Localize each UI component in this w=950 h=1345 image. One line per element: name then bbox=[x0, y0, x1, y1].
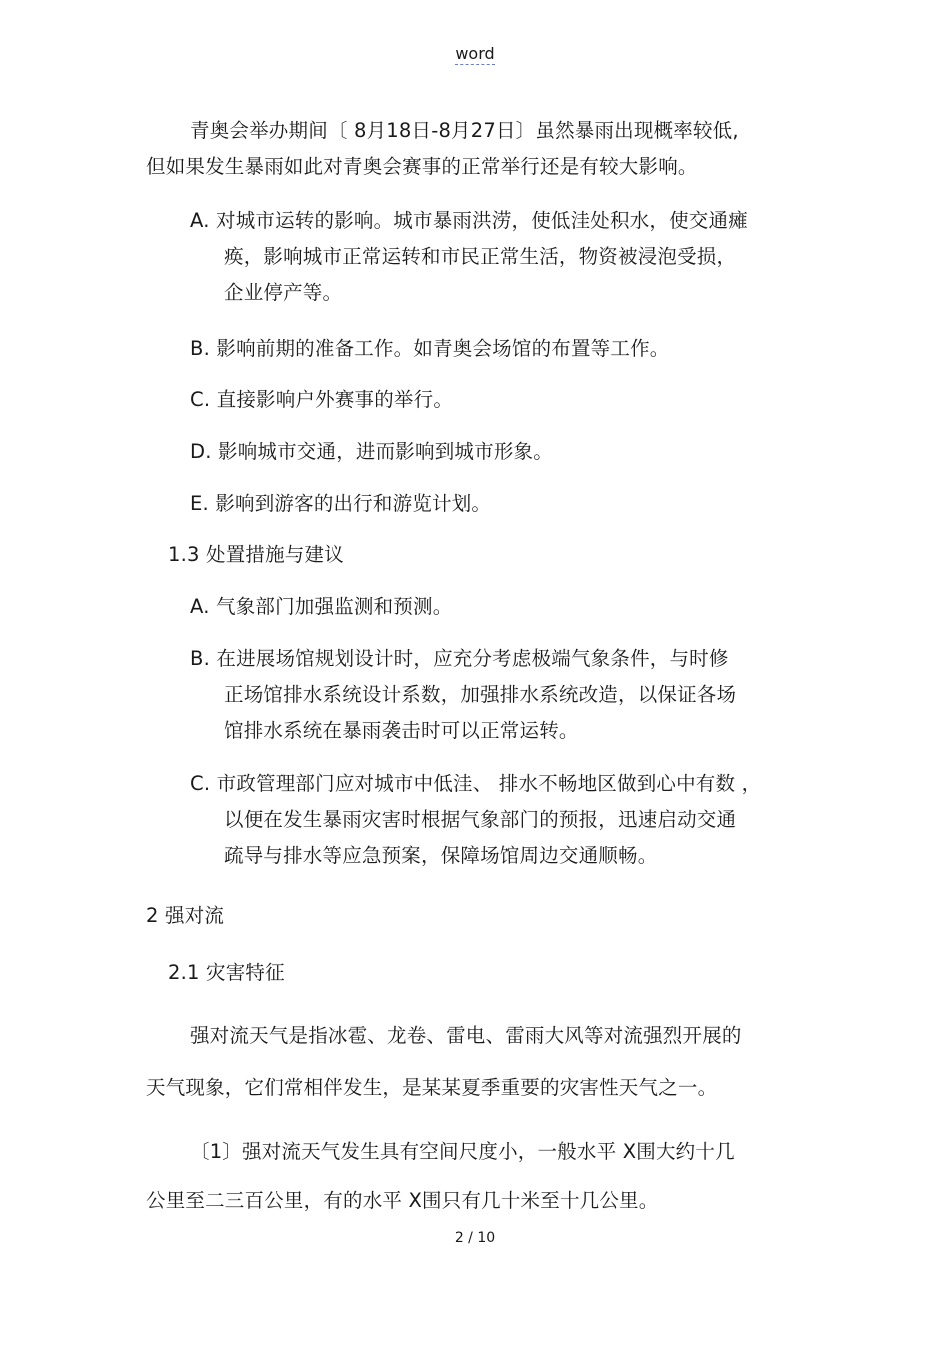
section-2-1-heading: 2.1 灾害特征 bbox=[168, 961, 285, 984]
measure-c-line-1: C. 市政管理部门应对城市中低洼、 排水不畅地区做到心中有数 ， bbox=[190, 772, 762, 795]
measure-c-line-3: 疏导与排水等应急预案，保障场馆周边交通顺畅。 bbox=[224, 844, 658, 867]
header-title: word bbox=[455, 44, 495, 63]
intro-line-1: 青奥会举办期间〔 8月18日-8月27日〕虽然暴雨出现概率较低, bbox=[190, 119, 739, 142]
impact-a-line-1: A. 对城市运转的影响。城市暴雨洪涝，使低洼处积水，使交通瘫 bbox=[190, 209, 748, 232]
measure-b-line-2: 正场馆排水系统设计系数，加强排水系统改造，以保证各场 bbox=[224, 683, 737, 706]
impact-b: B. 影响前期的准备工作。如青奥会场馆的布置等工作。 bbox=[190, 337, 670, 360]
section-2-heading: 2 强对流 bbox=[146, 904, 225, 927]
page-number: 2 / 10 bbox=[454, 1230, 496, 1246]
impact-c: C. 直接影响户外赛事的举行。 bbox=[190, 388, 454, 411]
measure-c-line-2: 以便在发生暴雨灾害时根据气象部门的预报，迅速启动交通 bbox=[224, 808, 737, 831]
paragraph-1-line-1: 强对流天气是指冰雹、龙卷、雷电、雷雨大风等对流强烈开展的 bbox=[190, 1024, 742, 1047]
impact-d: D. 影响城市交通，进而影响到城市形象。 bbox=[190, 440, 553, 463]
paragraph-1-line-2: 天气现象，它们常相伴发生，是某某夏季重要的灾害性天气之一。 bbox=[146, 1076, 718, 1099]
measure-a: A. 气象部门加强监测和预测。 bbox=[190, 595, 453, 618]
impact-a-line-3: 企业停产等。 bbox=[224, 281, 343, 304]
intro-line-2: 但如果发生暴雨如此对青奥会赛事的正常举行还是有较大影响。 bbox=[146, 155, 698, 178]
impact-a-line-2: 痪，影响城市正常运转和市民正常生活，物资被浸泡受损， bbox=[224, 245, 737, 268]
impact-e: E. 影响到游客的出行和游览计划。 bbox=[190, 492, 492, 515]
paragraph-2-line-1: 〔1〕强对流天气发生具有空间尺度小，一般水平 X围大约十几 bbox=[190, 1140, 735, 1163]
measure-b-line-1: B. 在进展场馆规划设计时，应充分考虑极端气象条件，与时修 bbox=[190, 647, 729, 670]
measure-b-line-3: 馆排水系统在暴雨袭击时可以正常运转。 bbox=[224, 719, 579, 742]
section-1-3-heading: 1.3 处置措施与建议 bbox=[168, 543, 344, 566]
page-header bbox=[0, 44, 950, 64]
paragraph-2-line-2: 公里至二三百公里，有的水平 X围只有几十米至十几公里。 bbox=[146, 1189, 659, 1212]
